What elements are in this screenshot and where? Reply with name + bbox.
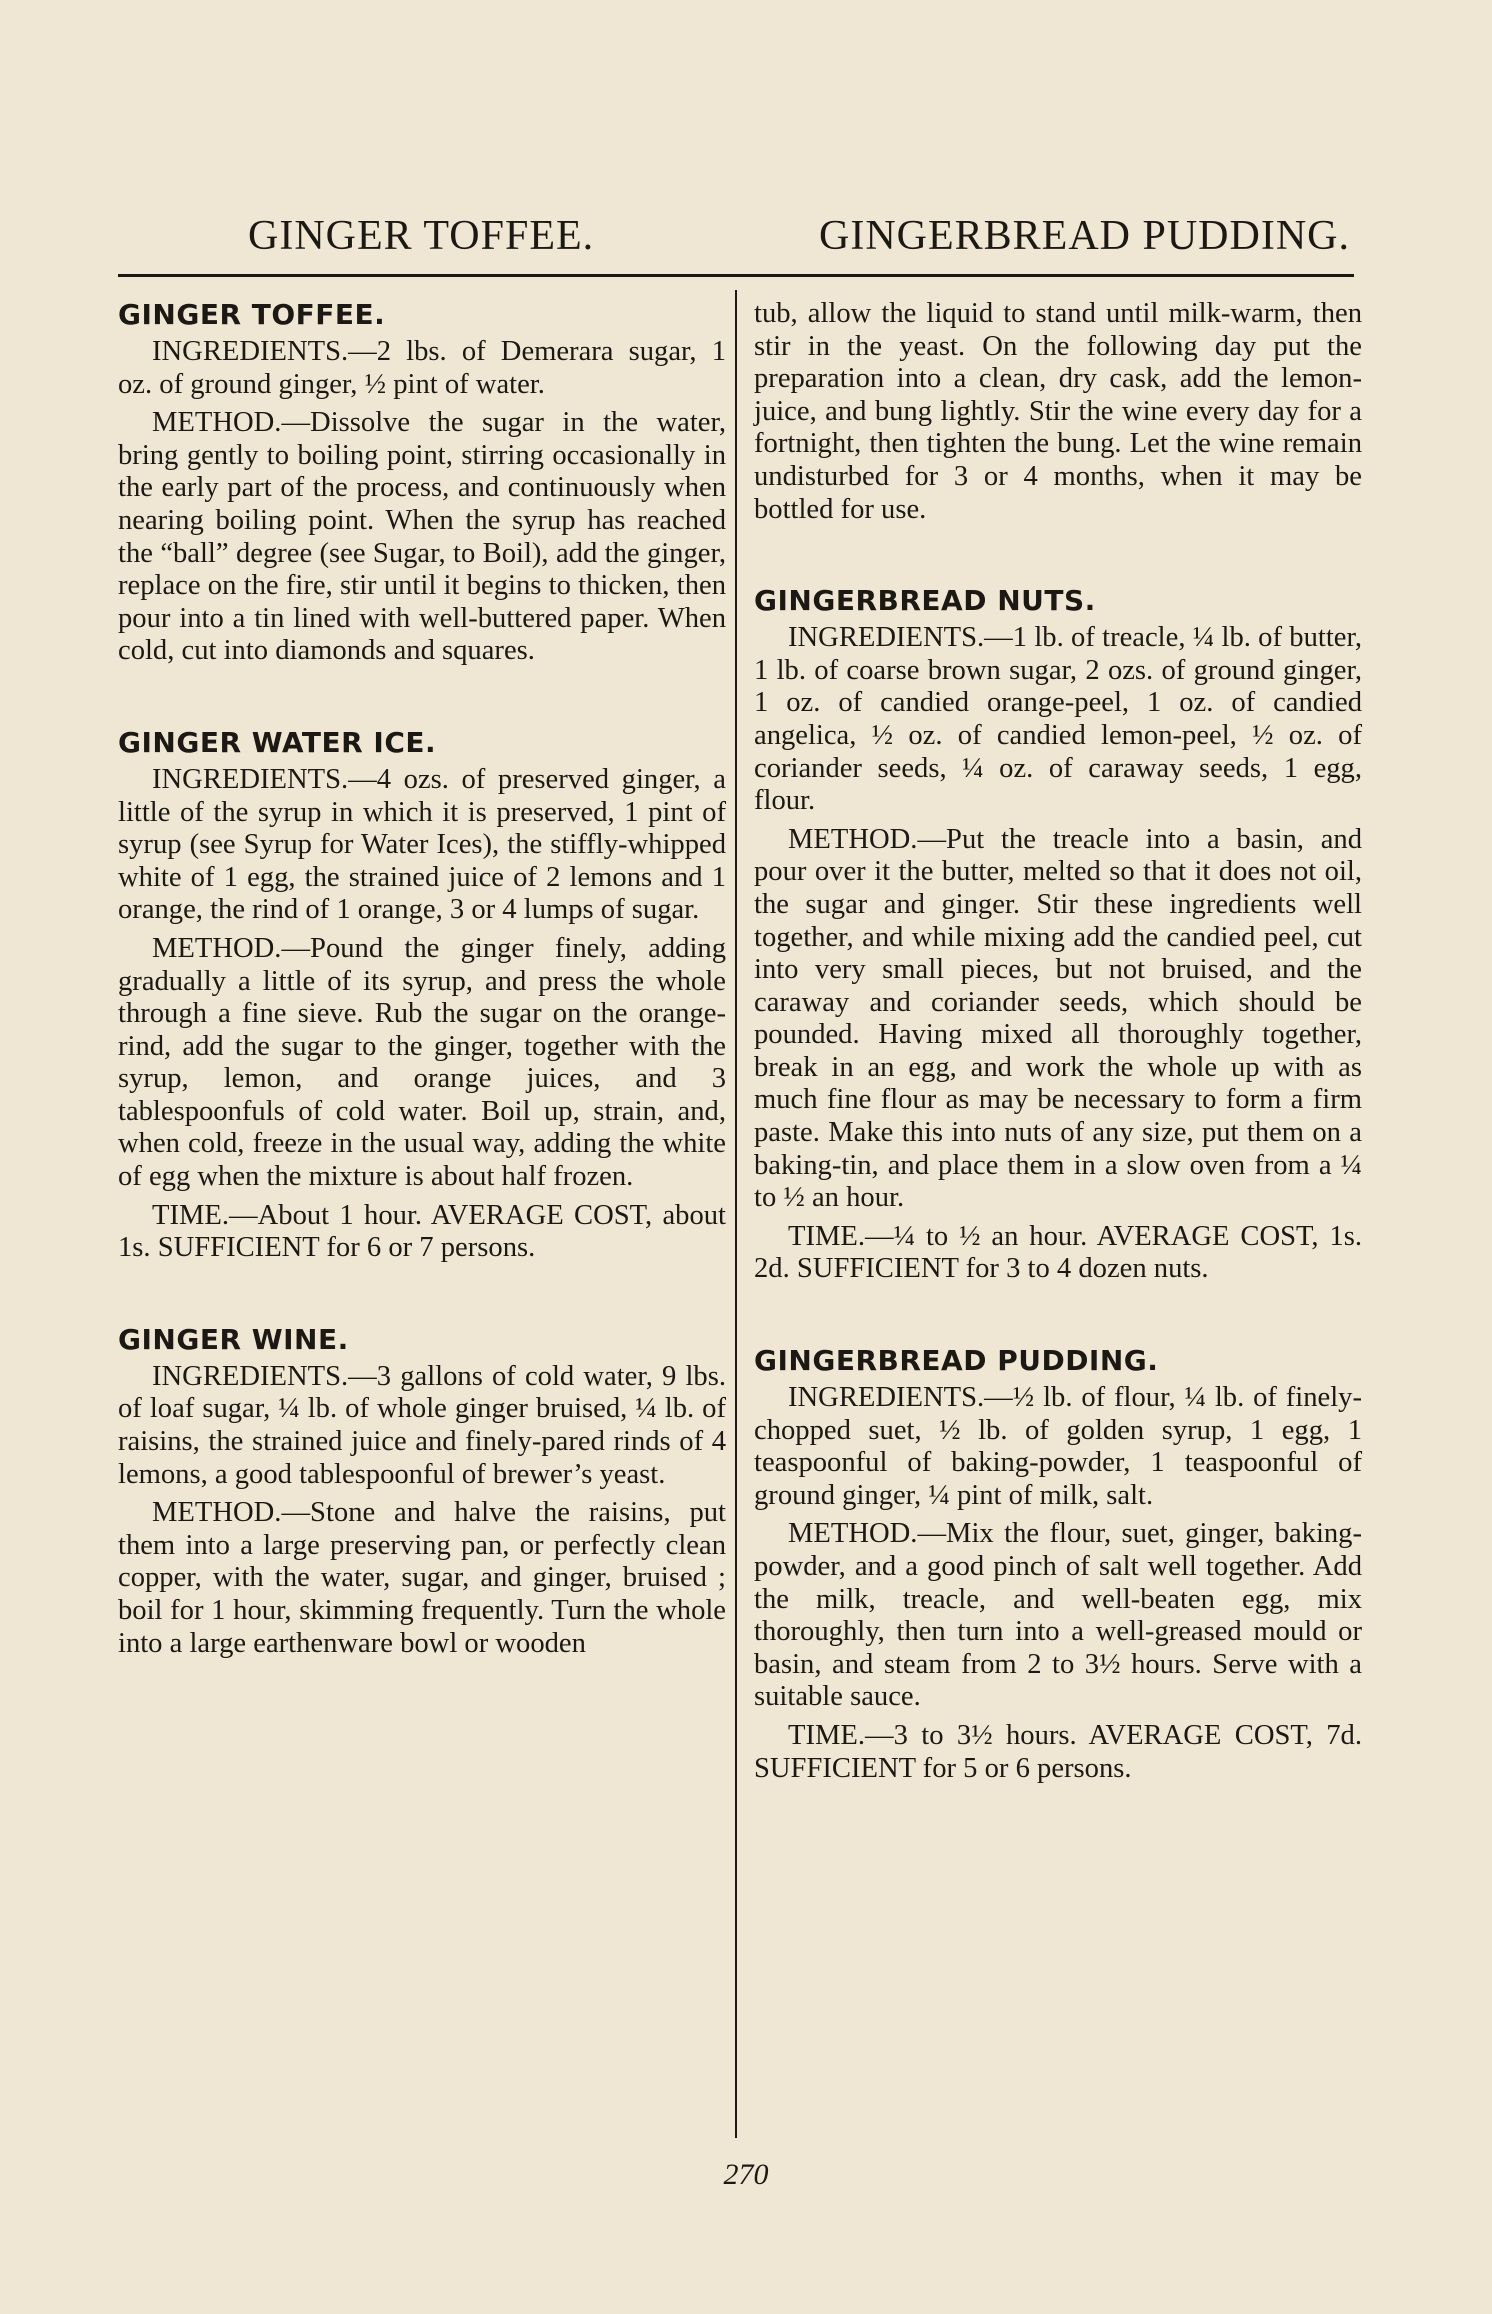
- method-paragraph: METHOD.—Put the treacle into a basin, and pour over it the butter, melted so that it does not oil, the sugar and ginger. Stir these ingredients well together, and while mixing add the candied peel, cut into very small pieces, but not bruised, and the caraway and coriander seeds, which should be pounded. Having mixed all thoroughly together, break in an egg, and work the whole up with as much fine flour as may be necessary to form a firm paste. Make this into nuts of any size, put them on a baking-tin, and place them in a slow oven from a ¼ to ½ an hour.: [754, 823, 1362, 1214]
- running-head-right: GINGERBREAD PUDDING.: [819, 213, 1350, 259]
- method-continuation: tub, allow the liquid to stand until milk-warm, then stir in the yeast. On the following day put the preparation into a clean, dry cask, add the lemon-juice, and bung lightly. Stir the wine every day for a fortnight, then tighten the bung. Let the wine remain undisturbed for 3 or 4 months, when it may be bottled for use.: [754, 298, 1362, 525]
- time-cost-paragraph: TIME.—¼ to ½ an hour. AVERAGE COST, 1s. 2d. SUFFICIENT for 3 to 4 dozen nuts.: [754, 1220, 1362, 1285]
- method-paragraph: METHOD.—Pound the ginger finely, adding gradually a little of its syrup, and press the whole through a fine sieve. Rub the sugar on the orange-rind, add the sugar to the ginger, together with the syrup, lemon, and orange juices, and 3 tablespoonfuls of cold water. Boil up, strain, and, when cold, freeze in the usual way, adding the white of egg when the mixture is about half frozen.: [118, 932, 726, 1193]
- recipe-title: GINGERBREAD PUDDING.: [754, 1344, 1159, 1378]
- right-column: [754, 298, 1362, 1791]
- ingredients-paragraph: INGREDIENTS.—2 lbs. of Demerara sugar, 1 oz. of ground ginger, ½ pint of water.: [118, 336, 726, 400]
- running-head: [118, 212, 1354, 272]
- ingredients-paragraph: INGREDIENTS.—½ lb. of flour, ¼ lb. of finely-chopped suet, ½ lb. of golden syrup, 1 egg, 1 teaspoonful of baking-powder, 1 teaspoonful of ground ginger, ¼ pint of milk, salt.: [754, 1382, 1362, 1511]
- left-column: [118, 298, 726, 1666]
- recipe-gingerbread-pudding: [754, 1344, 1362, 1785]
- header-rule: [118, 274, 1354, 277]
- time-cost-paragraph: TIME.—3 to 3½ hours. AVERAGE COST, 7d. SUFFICIENT for 5 or 6 persons.: [754, 1719, 1362, 1784]
- column-divider: [735, 290, 737, 2138]
- method-paragraph: METHOD.—Stone and halve the raisins, put them into a large preserving pan, or perfectly clean copper, with the water, sugar, and ginger, bruised ; boil for 1 hour, skimming frequently. Turn the whole into a large earthenware bowl or wooden: [118, 1497, 726, 1659]
- ingredients-paragraph: INGREDIENTS.—4 ozs. of preserved ginger, a little of the syrup in which it is preserved, 1 pint of syrup (see Syrup for Water Ices), the stiffly-whipped white of 1 egg, the strained juice of 2 lemons and 1 orange, the rind of 1 orange, 3 or 4 lumps of sugar.: [118, 763, 726, 926]
- recipe-ginger-toffee: [118, 298, 726, 668]
- recipe-ginger-wine: [118, 1323, 726, 1660]
- recipe-title: GINGER TOFFEE.: [118, 298, 386, 331]
- recipe-title: GINGER WINE.: [118, 1322, 349, 1356]
- recipe-title: GINGER WATER ICE.: [118, 725, 437, 759]
- ingredients-paragraph: INGREDIENTS.—1 lb. of treacle, ¼ lb. of butter, 1 lb. of coarse brown sugar, 2 ozs. of ground ginger, 1 oz. of candied orange-peel, 1 oz. of candied angelica, ½ oz. of candied lemon-peel, ½ oz. of coriander seeds, ¼ oz. of caraway seeds, 1 egg, flour.: [754, 622, 1362, 817]
- page-number: 270: [723, 2158, 769, 2191]
- time-cost-paragraph: TIME.—About 1 hour. AVERAGE COST, about 1s. SUFFICIENT for 6 or 7 persons.: [118, 1199, 726, 1264]
- method-paragraph: METHOD.—Mix the flour, suet, ginger, baking-powder, and a good pinch of salt well together. Add the milk, treacle, and well-beaten egg, mix thoroughly, then turn into a well-greased mould or basin, and steam from 2 to 3½ hours. Serve with a suitable sauce.: [754, 1518, 1362, 1713]
- method-paragraph: METHOD.—Dissolve the sugar in the water, bring gently to boiling point, stirring occasionally in the early part of the process, and continuously when nearing boiling point. When the syrup has reached the “ball” degree (see Sugar, to Boil), add the ginger, replace on the fire, stir until it begins to thicken, then pour into a tin lined with well-buttered paper. When cold, cut into diamonds and squares.: [118, 407, 726, 667]
- ingredients-paragraph: INGREDIENTS.—3 gallons of cold water, 9 lbs. of loaf sugar, ¼ lb. of whole ginger bruised, ¼ lb. of raisins, the strained juice and finely-pared rinds of 4 lemons, a good tablespoonful of brewer’s yeast.: [118, 1360, 726, 1490]
- recipe-title: GINGERBREAD NUTS.: [754, 584, 1096, 618]
- recipe-gingerbread-nuts: [754, 584, 1362, 1286]
- recipe-ginger-water-ice: [118, 726, 726, 1265]
- recipe-ginger-wine-continued: [754, 298, 1362, 526]
- running-head-left: GINGER TOFFEE.: [248, 213, 595, 259]
